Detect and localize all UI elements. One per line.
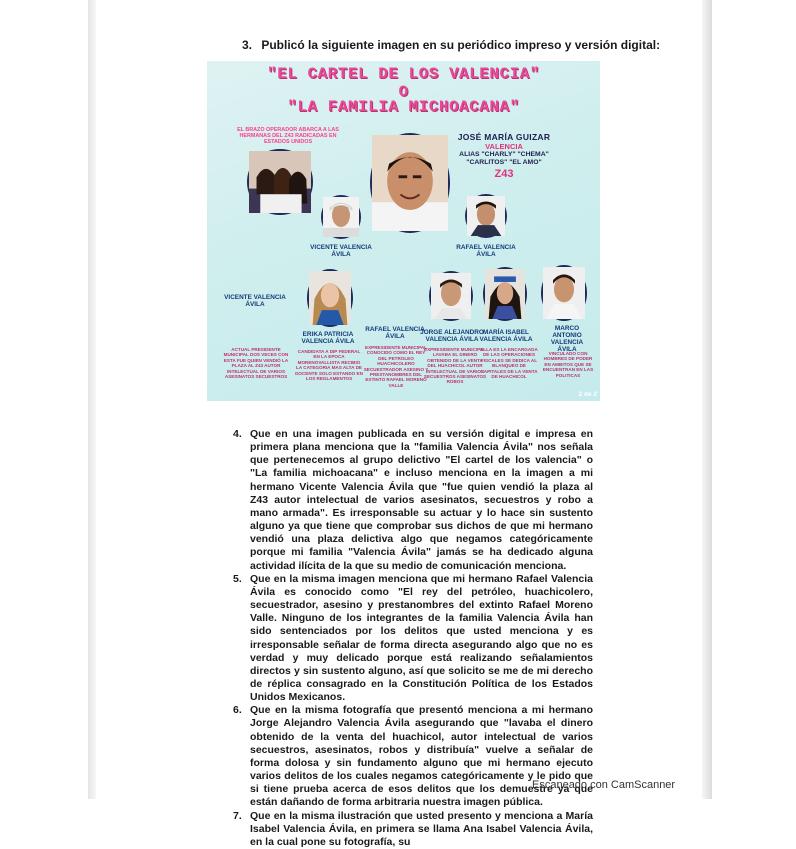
main-surname: VALENCIA <box>485 142 523 151</box>
paragraph-number: 7. <box>233 809 242 822</box>
maria-isabel-description: ELLA ES LA ENCARGADA DE LAS OPERACIONES FISCALES SE DEDICA AL BLANQUEO DE CAPITALES DE LA VENTA DE HUACHICOL <box>480 347 538 380</box>
marco-caption: MARCO ANTONIO VALENCIA ÁVILA <box>550 325 584 353</box>
paragraph-number: 6. <box>233 704 242 717</box>
rafael-description: EXPRESIDENTE MUNICIPAL CONOCIDO COMO EL REY DEL PETROLEO HUACHICOLERO SECUESTRADOR ASESINO Y PRESTANOMBRES DEL EXTINTO RAFAEL MORENO VALLE <box>363 345 429 388</box>
rafael-small-photo <box>465 194 507 238</box>
maria-isabel-photo <box>483 267 527 321</box>
paragraph-7 <box>233 810 593 849</box>
main-name: JOSÉ MARÍA GUIZAR <box>457 132 551 142</box>
vicente-small-caption: VICENTE VALENCIA ÁVILA <box>310 244 372 258</box>
vicente-description: ACTUAL PRESIDENTE MUNICIPAL DOS VECES CON ESTA FUE QUIEN VENDIÓ LA PLAZA AL Z43 AUTOR INTELECTUAL DE VARIOS ASESINATOS SECUESTROS <box>223 347 289 380</box>
page-edge-left <box>88 0 96 799</box>
vicente-small-photo <box>321 195 361 239</box>
erika-description: CANDIDATA A DIP FEDERAL EN LA EPOCA MORENOVALLISTA RECIBIO LA CATEGORIA MAS ALTA DE DOCENTE SOLO ESTANDO EN LOS REGLAMENTOS <box>295 349 363 382</box>
poster-title-line2: O <box>398 83 409 101</box>
main-alias-line2: "CARLITOS" "EL AMO" <box>466 159 542 166</box>
poster-title-line3: "LA FAMILIA MICHOACANA" <box>287 98 520 116</box>
paragraph-number: 4. <box>233 428 242 440</box>
jorge-caption: JORGE ALEJANDRO VALENCIA ÁVILA <box>420 329 484 343</box>
paragraph-5 <box>233 573 593 705</box>
poster-page-tag: 2 de 2 <box>578 391 597 398</box>
erika-photo <box>307 269 353 327</box>
poster-title-line1: "EL CARTEL DE LOS VALENCIA" <box>267 65 540 83</box>
jorge-description: EXPRESIDENTE MUNICIPAL LAVABA EL DINERO OBTENIDO DE LA VENTA DEL HUACHICOL AUTOR INTELECTUAL DE VARIOS SECUESTROS ASESINATOS ROBOS <box>423 347 487 385</box>
vicente-left-caption: VICENTE VALENCIA ÁVILA <box>224 294 286 308</box>
erika-caption: ERIKA PATRICIA VALENCIA ÁVILA <box>301 331 355 345</box>
main-name-block <box>439 132 569 180</box>
paragraph-text: Que en la misma ilustración que usted presento y menciona a María Isabel Valencia Ávila, en primera se llama Ana Isabel Valencia Ávila, en la cual pone su fotografía, su <box>250 809 593 848</box>
rafael-mid-caption: RAFAEL VALENCIA ÁVILA <box>365 326 425 340</box>
newspaper-image <box>207 61 600 401</box>
page-edge-right <box>702 0 712 799</box>
paragraph-number: 5. <box>233 572 242 585</box>
main-code: Z43 <box>494 168 514 180</box>
main-alias-line1: ALIAS "CHARLY" "CHEMA" <box>459 151 549 158</box>
maria-isabel-caption: MARÍA ISABEL VALENCIA ÁVILA <box>479 329 533 343</box>
paragraph-4 <box>233 428 593 573</box>
paragraph-text: Que en la misma fotografía que presentó menciona a mi hermano Jorge Alejandro Valencia Ávila asegurando que "lavaba el dinero obtenido de la venta del huachicol, autor intelectual de varios secuestros, asesinatos, robos y distribuía" vuelve a señalar de forma dolosa y sin fundamento alguno que mi hermano ejecuto varios delitos de los cuales negamos categóricamente y le pido que si tiene prueba acerca de esos delitos que los demuestre ya que están dañando de forma arbitraria nuestra imagen pública. <box>250 704 593 809</box>
paragraph-6 <box>233 704 593 809</box>
item-number: 3. <box>242 38 253 52</box>
marco-description: VINCULADO CON HOMBRES DE PODER EN AMBITOS QUE SE ENCUENTRAN EN LAS POLITICAS <box>542 351 594 378</box>
paragraph-text: Que en la misma imagen menciona que mi hermano Rafael Valencia Ávila es conocido como "El rey del petróleo, huachicolero, secuestrador, asesino y prestanombres del extinto Rafael Moreno Valle. Ninguno de los integrantes de la familia Valencia Ávila han sido sentenciados por los delitos que usted menciona y es irresponsable señalar de forma directa asegurando algo que no es verdad y muy delicado porque está realizando señalamientos directos y sin sustento alguno, así que solicito se me de mi derecho de réplica consagrado en la Constitución Política de los Estados Unidos Mexicanos. <box>250 572 593 704</box>
marco-photo <box>541 265 587 321</box>
sisters-caption: EL BRAZO OPERADOR ABARCA A LAS HERMANAS DEL Z43 RADICADAS EN ESTADOS UNIDOS <box>237 127 339 146</box>
paragraph-text: Que en una imagen publicada en su versión digital e impresa en primera plana menciona que la "familia Valencia Ávila" nos señala que pertenecemos al grupo delictivo "El cartel de los valencia" o "La familia michoacana" e incluso menciona en la imagen a mi hermano Vicente Valencia Ávila que "fue quien vendió la plaza al Z43 autor intelectual de varios asesinatos, secuestros y robo a mano armada". Es irresponsable su actuar y lo hace sin sustento alguno ya que tiene que comprobar sus dichos de que mi hermano vendió una plaza delictiva algo que negamos categóricamente porque mi familia "Valencia Ávila" jamás se ha dedicado alguna actividad ilícita de la que su medio de comunicación menciona. <box>250 428 593 572</box>
jorge-photo <box>429 271 473 321</box>
rafael-small-caption: RAFAEL VALENCIA ÁVILA <box>456 244 516 258</box>
item-3-heading <box>242 38 661 52</box>
item-heading-text: Publicó la siguiente imagen en su periódico impreso y versión digital: <box>261 38 661 52</box>
sisters-photo <box>247 149 313 215</box>
scanner-watermark: Escaneado con CamScanner <box>532 779 676 791</box>
main-portrait <box>370 133 450 233</box>
